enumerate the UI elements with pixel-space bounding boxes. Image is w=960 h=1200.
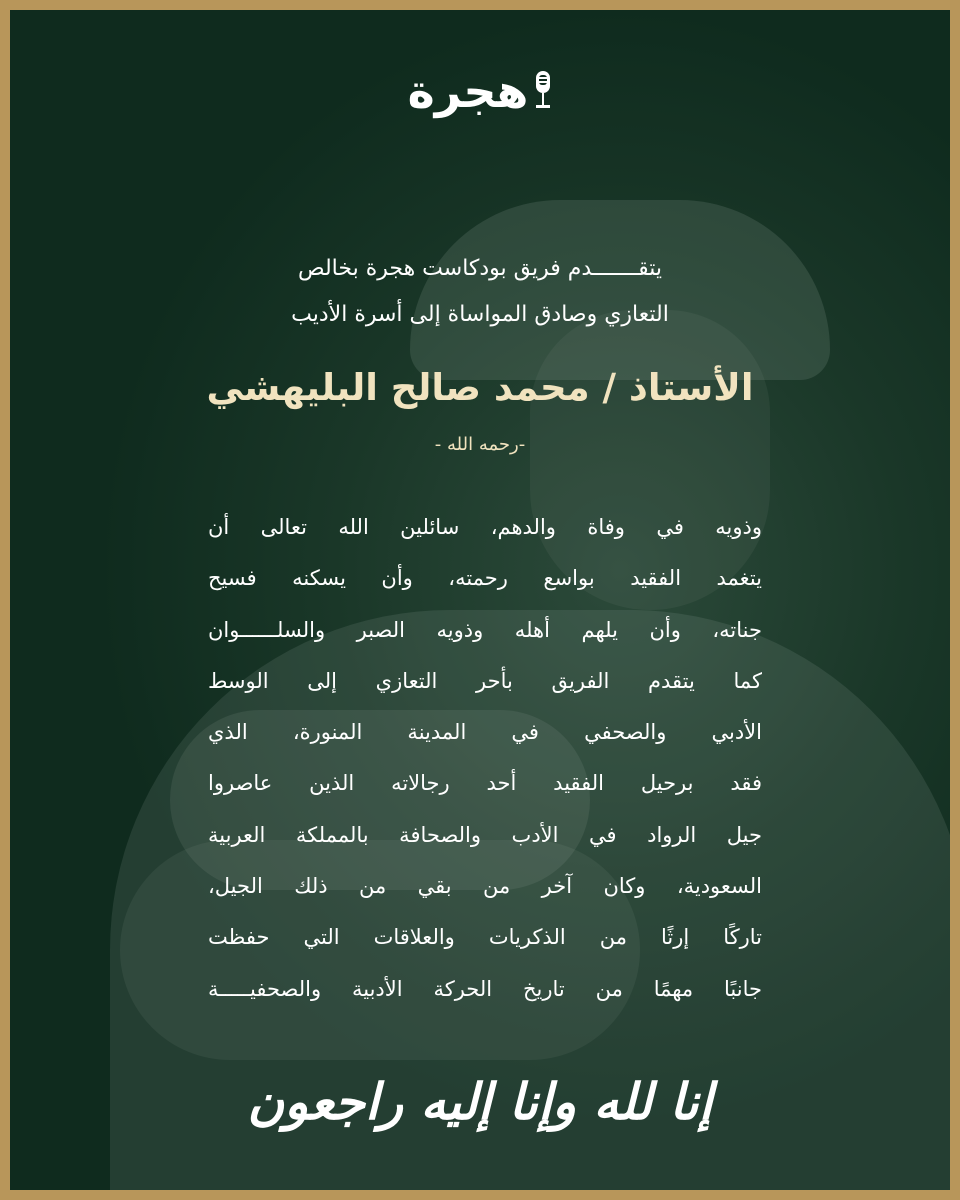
body-line: جناته، وأن يلهم أهله وذويه الصبر والسلــــــوان: [208, 617, 762, 642]
intro-line: يتقـــــــدم فريق بودكاست هجرة بخالص: [298, 256, 662, 281]
body-line: جانبًا مهمًا من تاريخ الحركة الأدبية والصحفيـــــة: [208, 976, 762, 1001]
logo-text: هجرة: [407, 64, 529, 118]
microphone-icon: [534, 71, 552, 111]
brand-logo: [10, 64, 950, 118]
body-line: السعودية، وكان آخر من بقي من ذلك الجيل،: [208, 874, 762, 899]
body-line: فقد برحيل الفقيد أحد رجالاته الذين عاصروا: [208, 771, 762, 796]
intro-paragraph: [10, 246, 950, 338]
condolence-body: [208, 502, 762, 1015]
body-line: تاركًا إرثًا من الذكريات والعلاقات التي حفظت: [208, 925, 762, 950]
intro-line: التعازي وصادق المواساة إلى أسرة الأديب: [291, 302, 669, 327]
honoree-name: الأستاذ / محمد صالح البليهشي: [206, 366, 754, 409]
body-line: كما يتقدم الفريق بأحر التعازي إلى الوسط: [208, 668, 762, 693]
closing-calligraphy: إنا لله وإنا إليه راجعون: [247, 1072, 713, 1131]
body-line: وذويه في وفاة والدهم، سائلين الله تعالى أن: [208, 515, 762, 539]
body-line: الأدبي والصحفي في المدينة المنورة، الذي: [208, 720, 762, 745]
body-line: جيل الرواد في الأدب والصحافة بالمملكة العربية: [208, 822, 762, 847]
honoree-prayer: -رحمه الله -: [434, 434, 526, 455]
body-line: يتغمد الفقيد بواسع رحمته، وأن يسكنه فسيح: [208, 566, 762, 591]
